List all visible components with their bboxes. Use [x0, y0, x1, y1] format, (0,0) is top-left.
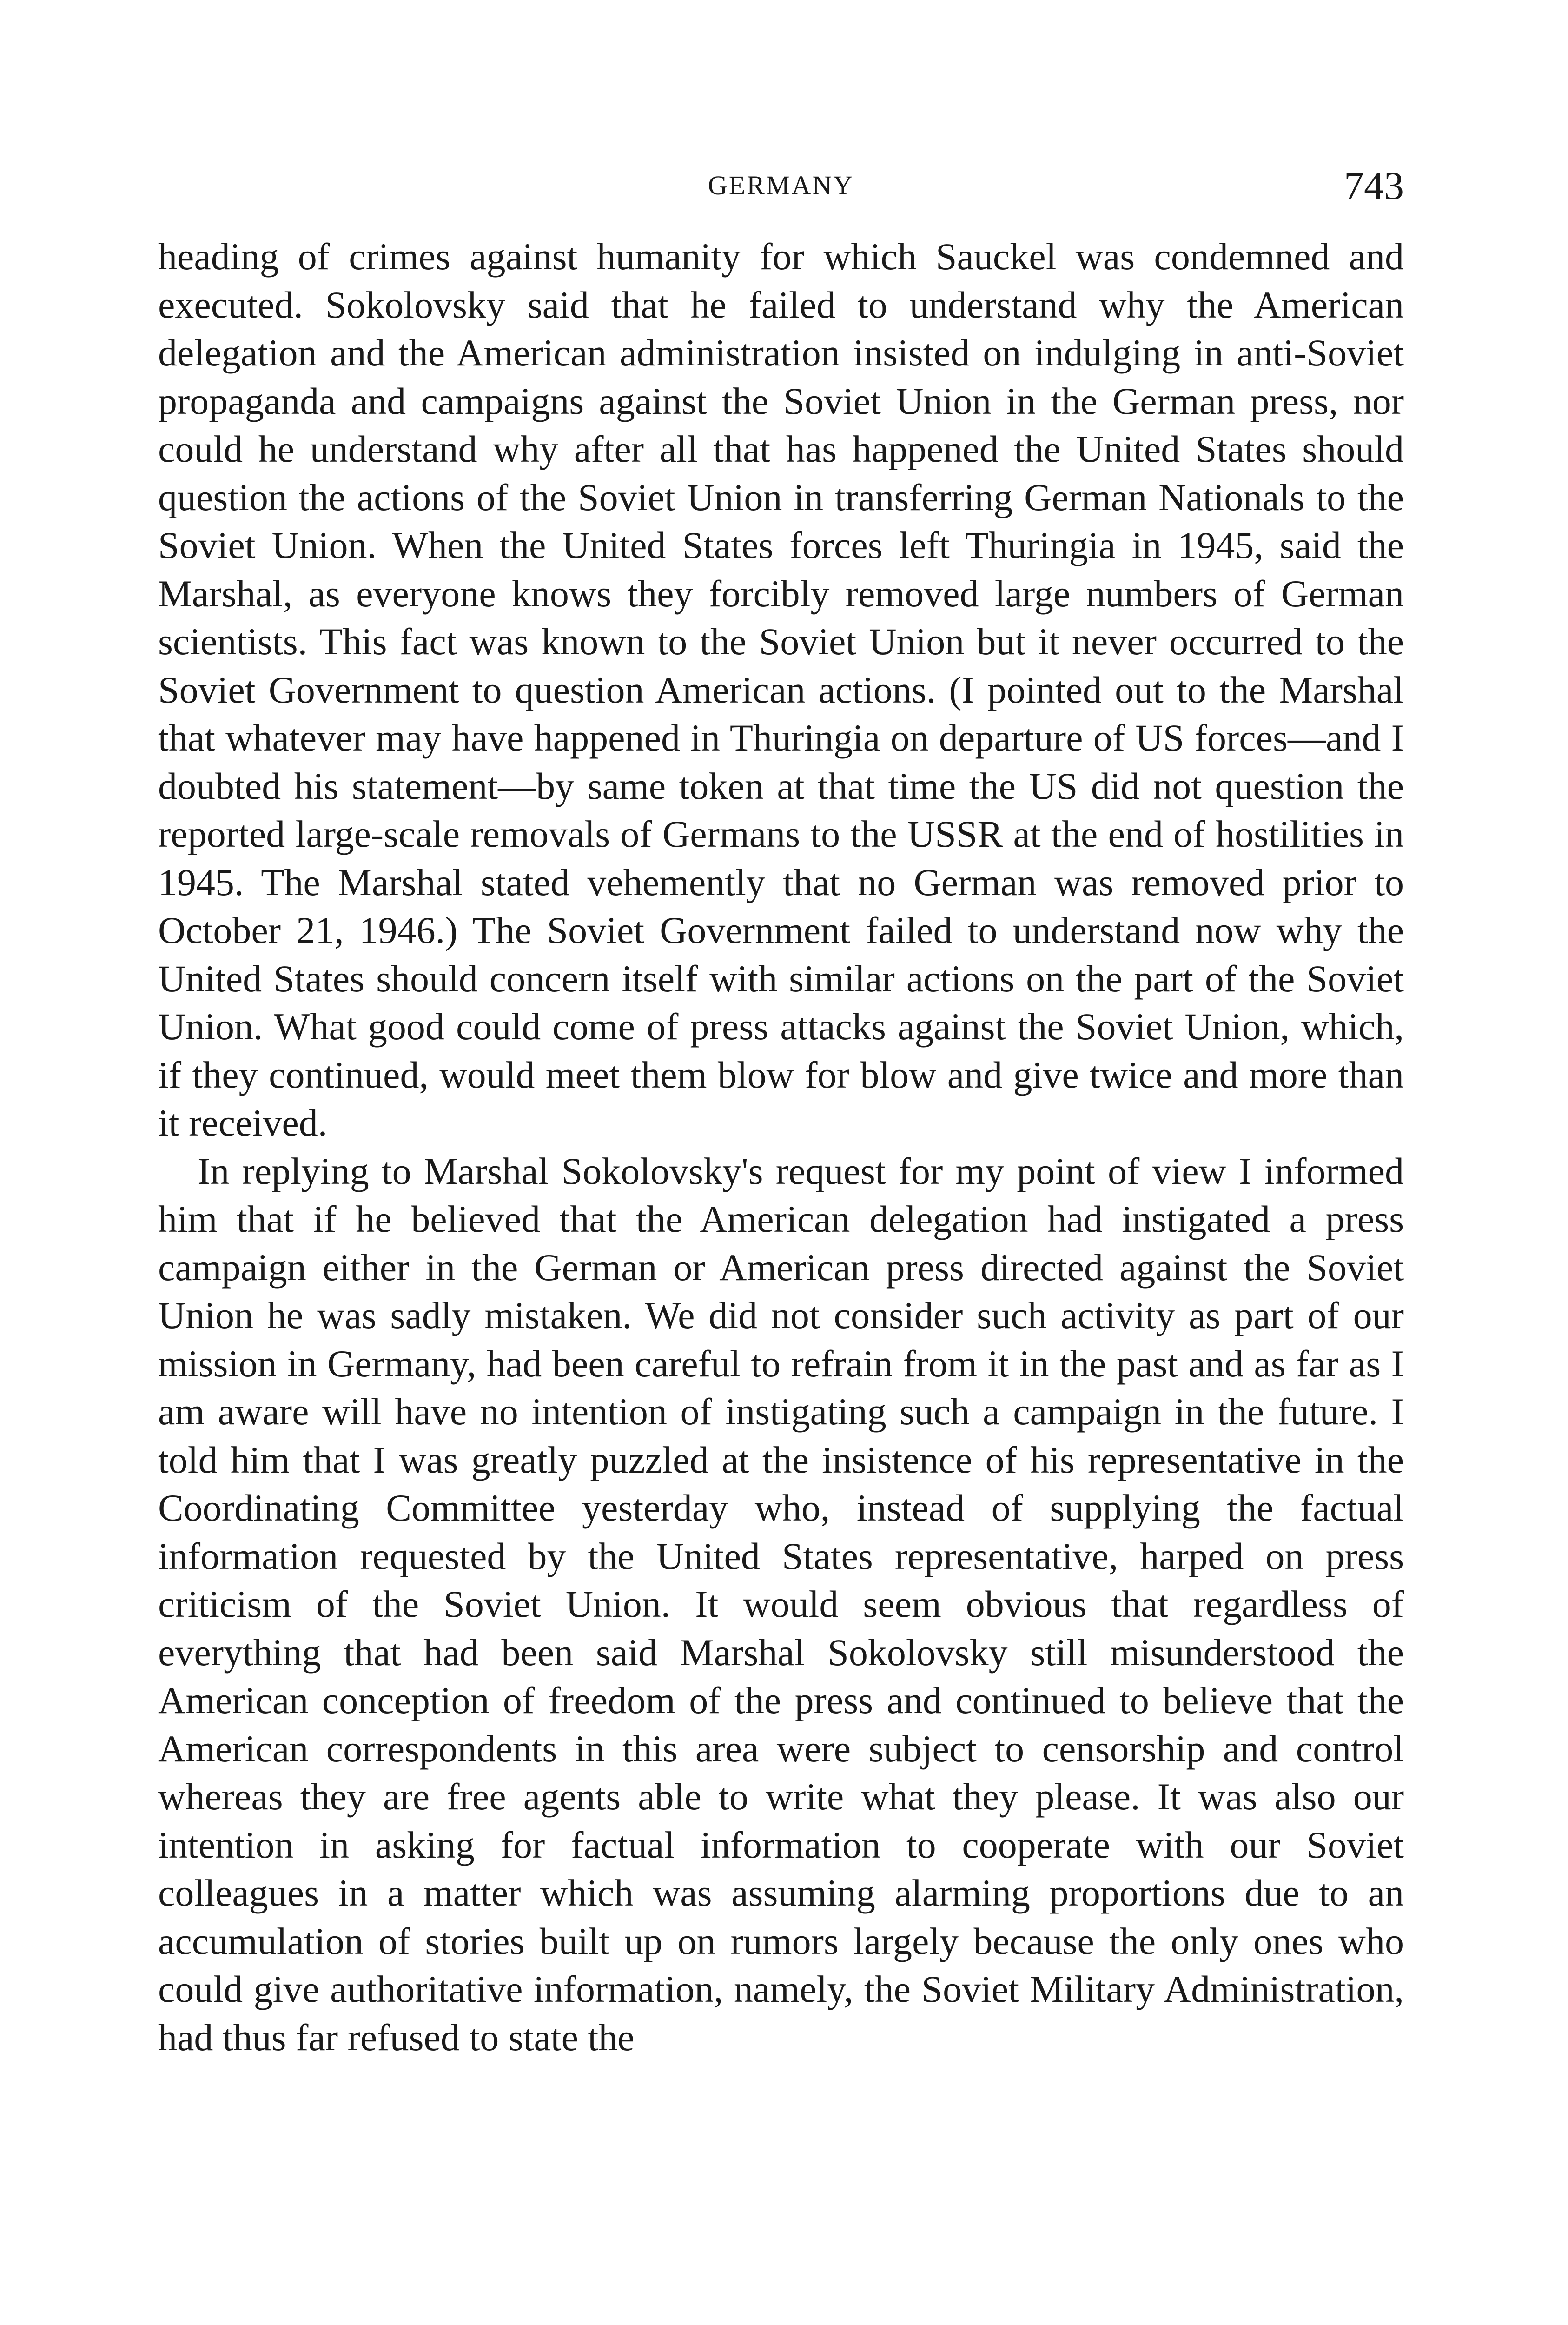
- running-header: [158, 165, 1404, 216]
- paragraph-reply: In replying to Marshal Sokolovsky's request for my point of view I informed him that if he believed that the American delegation had instigated a press campaign either in the German or American press directed against the Soviet Union he was sadly mistaken. We did not consider such activity as part of our mission in Germany, had been careful to refrain from it in the past and as far as I am aware will have no intention of instigating such a campaign in the future. I told him that I was greatly puzzled at the insistence of his representative in the Coordinating Committee yesterday who, instead of supplying the factual information requested by the United States representative, harped on press criticism of the Soviet Union. It would seem obvious that regardless of everything that had been said Marshal Sokolovsky still misunderstood the American conception of freedom of the press and continued to believe that the American correspondents in this area were subject to censorship and control whereas they are free agents able to write what they please. It was also our intention in asking for factual information to cooperate with our Soviet colleagues in a matter which was assuming alarming proportions due to an accumulation of stories built up on rumors largely because the only ones who could give authoritative information, namely, the Soviet Military Administration, had thus far refused to state the: [158, 1149, 1404, 2059]
- page-number: 743: [1344, 163, 1404, 208]
- paragraph-continued: heading of crimes against humanity for which Sauckel was condemned and executed. Sokolovsky said that he failed to understand why the American delegation and the American administration insisted on indulging in anti-Soviet propaganda and campaigns against the Soviet Union in the German press, nor could he understand why after all that has happened the United States should question the actions of the Soviet Union in transferring German Nationals to the Soviet Union. When the United States forces left Thuringia in 1945, said the Marshal, as everyone knows they forcibly removed large numbers of German scientists. This fact was known to the Soviet Union but it never occurred to the Soviet Government to question American actions. (I pointed out to the Marshal that whatever may have happened in Thuringia on departure of US forces—and I doubted his statement—by same token at that time the US did not question the reported large-scale removals of Germans to the USSR at the end of hostilities in 1945. The Marshal stated vehemently that no German was removed prior to October 21, 1946.) The Soviet Government failed to understand now why the United States should concern itself with similar actions on the part of the Soviet Union. What good could come of press attacks against the Soviet Union, which, if they continued, would meet them blow for blow and give twice and more than it received.: [158, 235, 1404, 1144]
- body-text: [158, 232, 1404, 2061]
- running-title: GERMANY: [708, 170, 854, 200]
